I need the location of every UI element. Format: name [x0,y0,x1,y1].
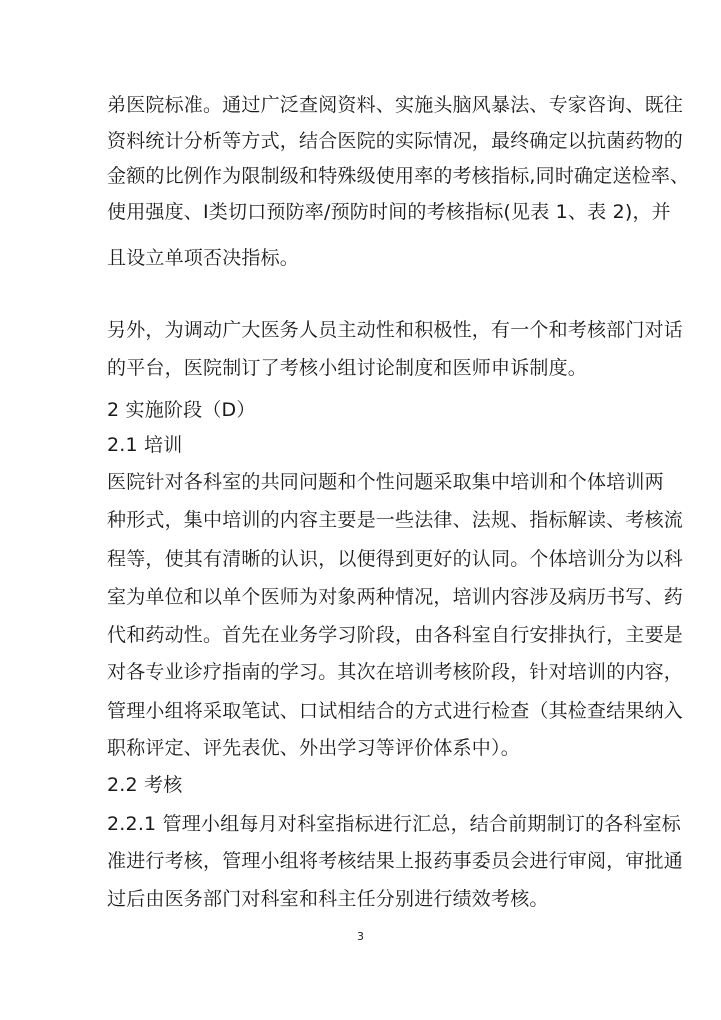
paragraph-line: 资料统计分析等方式，结合医院的实际情况，最终确定以抗菌药物的 [107,130,684,152]
paragraph-line: 的平台，医院制订了考核小组讨论制度和医师申诉制度。 [107,357,588,379]
subsection-heading: 2.2 考核 [107,774,183,796]
paragraph-line: 且设立单项否决指标。 [107,247,300,269]
paragraph-line: 程等，使其有清晰的认识，以便得到更好的认同。个体培训分为以科 [107,548,684,570]
paragraph-line: 室为单位和以单个医师为对象两种情况，培训内容涉及病历书写、药 [107,586,684,608]
paragraph-line: 金额的比例作为限制级和特殊级使用率的考核指标,同时确定送检率、 [107,165,690,187]
paragraph-line: 对各专业诊疗指南的学习。其次在培训考核阶段，针对培训的内容， [107,661,684,683]
subsection-heading: 2.1 培训 [107,434,183,456]
paragraph-line: 2.2.1 管理小组每月对科室指标进行汇总，结合前期制订的各科室标 [107,813,681,835]
paragraph-line: 另外，为调动广大医务人员主动性和积极性，有一个和考核部门对话 [107,319,684,341]
paragraph-line: 代和药动性。首先在业务学习阶段，由各科室自行安排执行，主要是 [107,624,684,646]
paragraph-line: 医院针对各科室的共同问题和个性问题采取集中培训和个体培训两 [107,471,664,493]
paragraph-line: 使用强度、Ⅰ类切口预防率/预防时间的考核指标(见表 1、表 2)，并 [107,201,671,223]
paragraph-line: 弟医院标准。通过广泛查阅资料、实施头脑风暴法、专家咨询、既往 [107,94,684,116]
paragraph-line: 管理小组将采取笔试、口试相结合的方式进行检查（其检查结果纳入 [107,700,684,722]
paragraph-line: 过后由医务部门对科室和科主任分别进行绩效考核。 [107,888,549,910]
paragraph-line: 准进行考核，管理小组将考核结果上报药事委员会进行审阅，审批通 [107,850,684,872]
paragraph-line: 职称评定、评先表优、外出学习等评价体系中）。 [107,737,520,759]
page-number: 3 [357,930,364,943]
paragraph-line: 种形式，集中培训的内容主要是一些法律、法规、指标解读、考核流 [107,509,684,531]
section-heading: 2 实施阶段（D） [107,399,256,421]
